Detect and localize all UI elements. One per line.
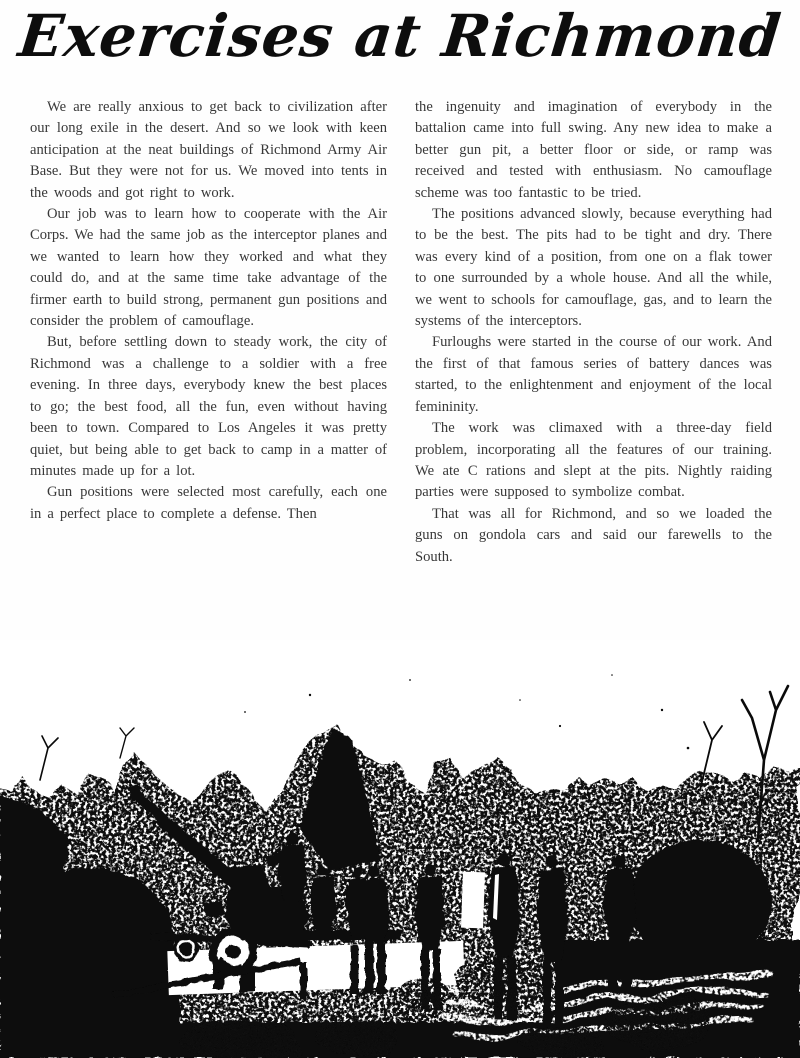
gun-wheel-hub — [226, 945, 240, 959]
paragraph: But, before settling down to steady work, the city of Richmond was a challenge to a soldier with a free evening. In three days, everybody knew the best places to go; the best food, all the fun, even without having been to town. Compared to Los Angeles it was pretty quiet, but being able to get back to camp in a matter of minutes made up for a lot. — [30, 334, 387, 479]
paragraph: We are really anxious to get back to civilization after our long exile in the desert. And so we look with keen anticipation at the neat buildings of Richmond Army Air Base. But they were not for us. We moved into tents in the woods and got right to work. — [30, 99, 387, 201]
light-board — [461, 872, 485, 929]
left-column — [30, 97, 387, 568]
article-body — [30, 97, 772, 568]
paragraph: Furloughs were started in the course of our work. And the first of that famous series of battery dances was started, to the enlightenment and enjoyment of the local femininity. — [415, 334, 772, 415]
paragraph: The positions advanced slowly, because everything had to be the best. The pits had to be tight and dry. There was every kind of a position, from one on a flak tower to one surrounded by a whole house. And all the while, we went to schools for camouflage, gas, and to learn the systems of the interceptors. — [415, 206, 772, 330]
paragraph: That was all for Richmond, and so we loaded the guns on gondola cars and said our farewells to the South. — [415, 505, 772, 565]
page-title: Exercises at Richmond — [15, 2, 785, 70]
photo-soldiers-aa-gun — [0, 640, 800, 1058]
paragraph: Gun positions were selected most carefully, each one in a perfect place to complete a defense. Then — [30, 484, 387, 522]
paragraph: The work was climaxed with a three-day field problem, incorporating all the features of our training. We ate C rations and slept at the pits. Nightly raiding parties were supposed to symbolize combat. — [415, 420, 772, 501]
paragraph: Our job was to learn how to cooperate with the Air Corps. We had the same job as the interceptor planes and we wanted to learn how they worked and what they could do, and at the same time take advantage of the firmer earth to build strong, permanent gun positions and consider the problem of camouflage. — [30, 206, 387, 330]
photo-illustration — [0, 640, 800, 1058]
paragraph-continuation: the ingenuity and imagination of everybody in the battalion came into full swing. Any new idea to make a better gun pit, a better floor or side, or ramp was received and tested with enthusiasm. No camouflage scheme was too fantastic to be tried. — [415, 99, 772, 201]
right-column — [415, 97, 772, 568]
